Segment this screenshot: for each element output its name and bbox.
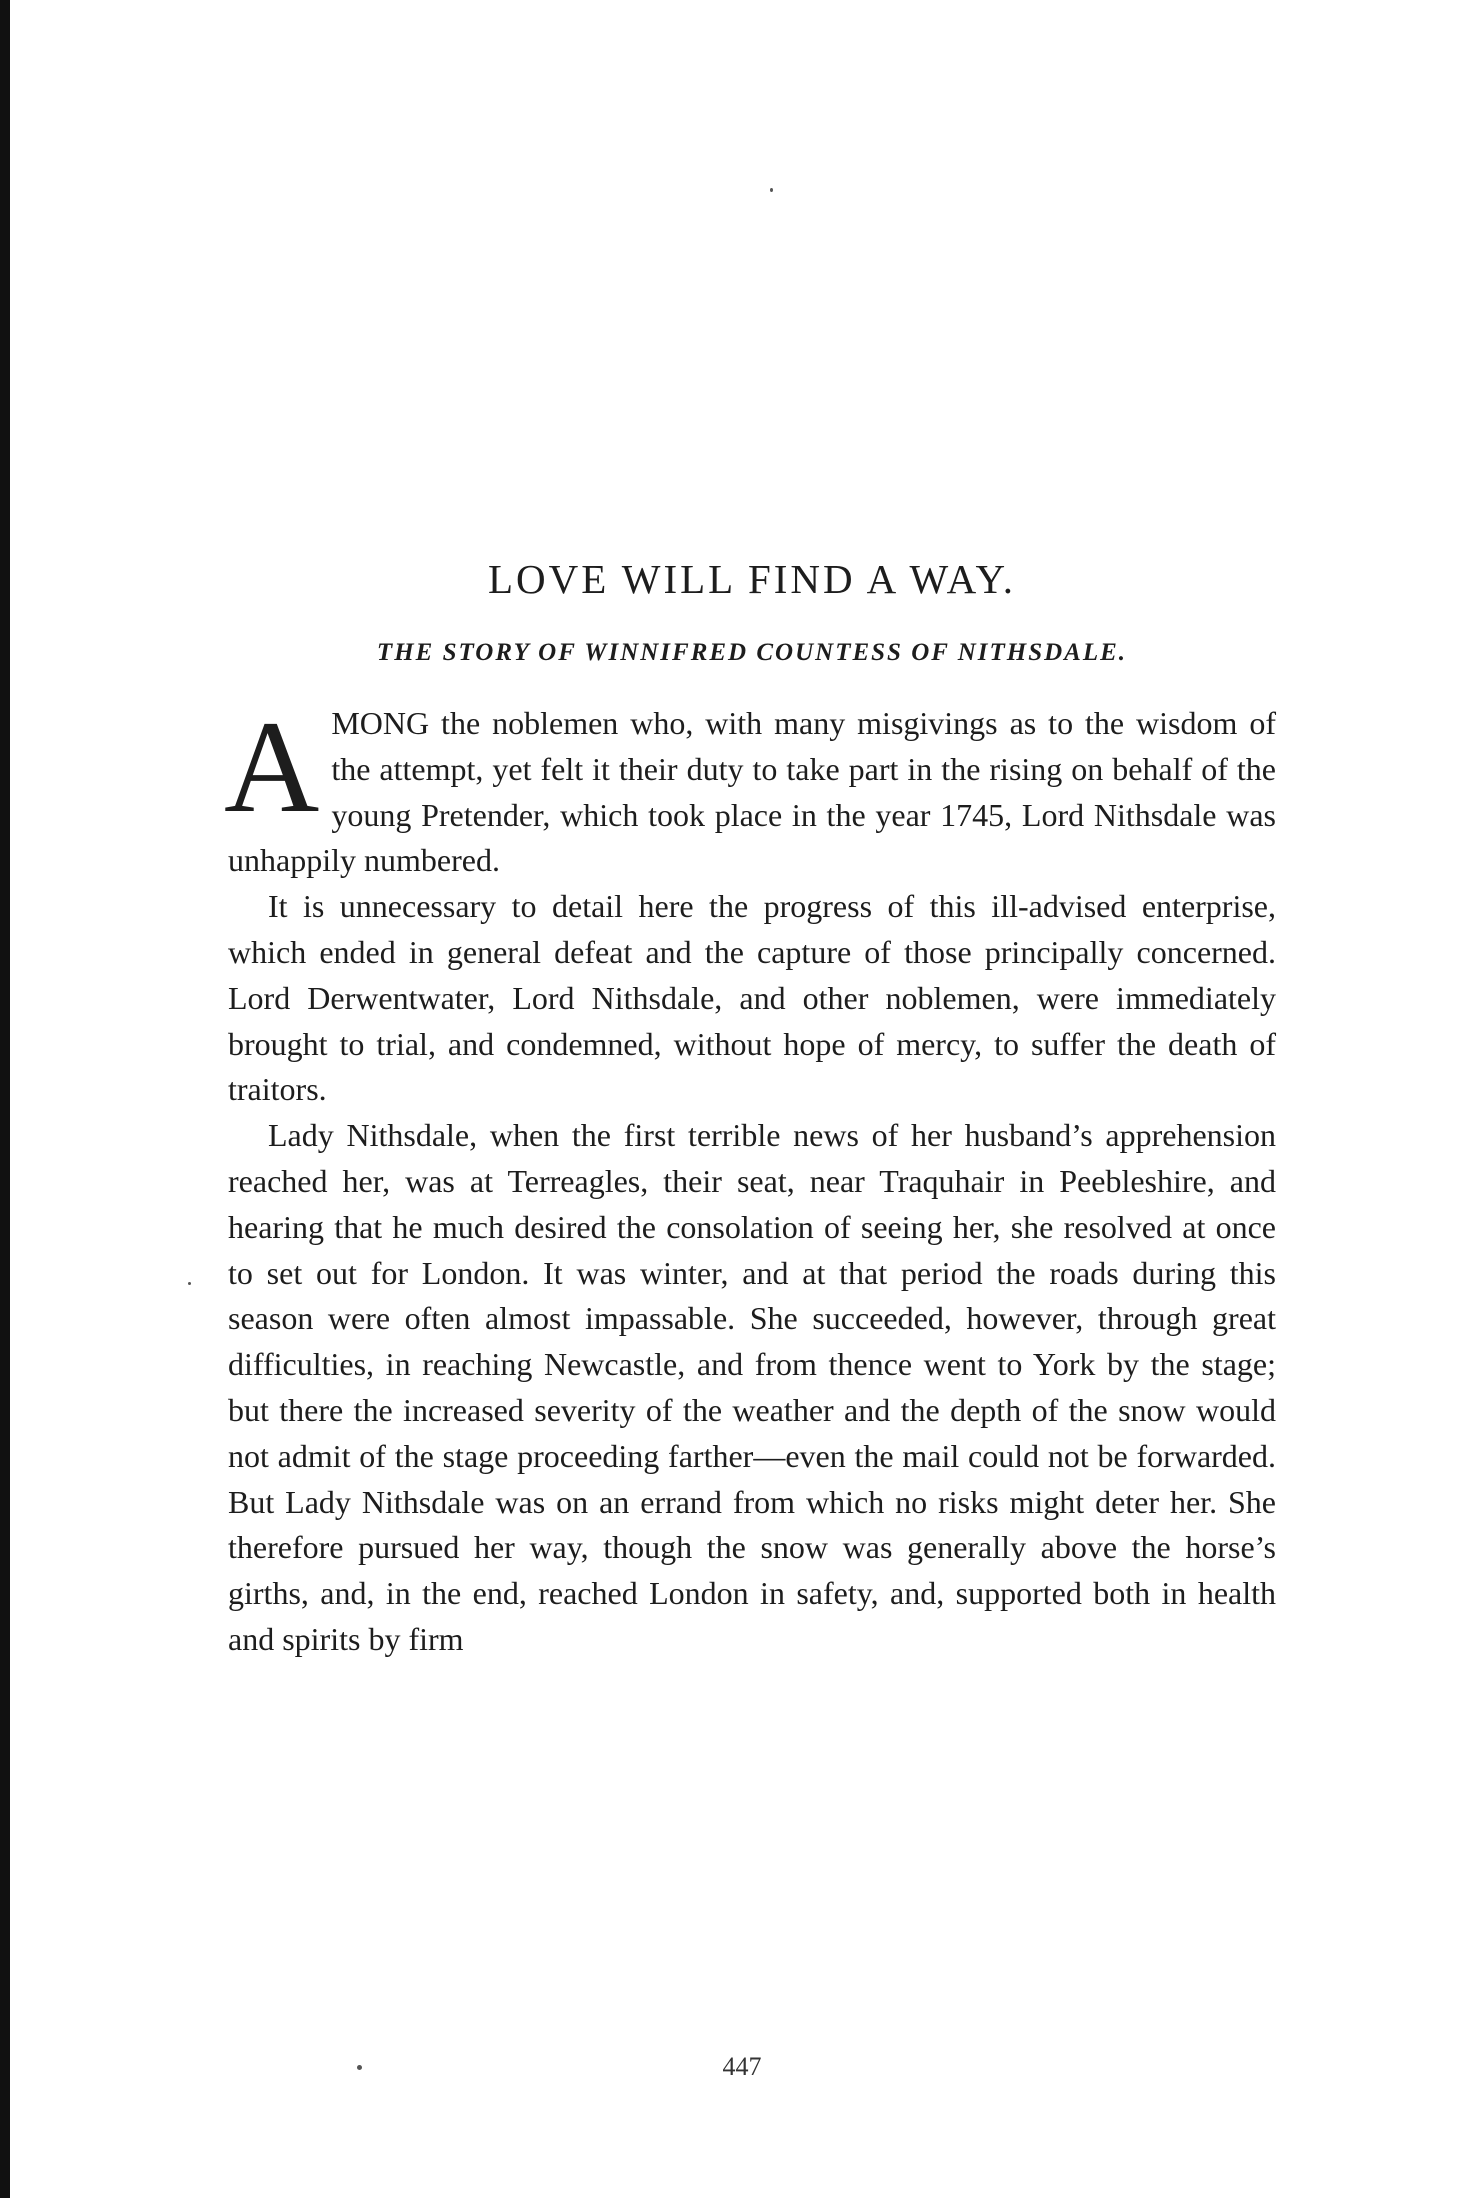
chapter-subtitle: THE STORY OF WINNIFRED COUNTESS OF NITHSDALE. — [376, 639, 1128, 666]
page-number: 447 — [722, 2052, 762, 2081]
chapter-title: LOVE WILL FIND A WAY. — [487, 556, 1017, 602]
page-speck — [770, 188, 773, 192]
book-spine-edge — [0, 0, 10, 2198]
page-content — [224, 555, 1276, 1663]
paragraph-2: It is unnecessary to detail here the progress of this ill-advised enterprise, which ended in general defeat and the capture of those principally concerned. Lord Derwentwater, Lord Nithsdale, and other noblemen, were immediately brought to trial, and condemned, without hope of mercy, to suffer the death of traitors. — [228, 888, 1276, 1108]
paragraph-1 — [224, 693, 1276, 884]
paragraph-1-text: MONG the noblemen who, with many misgivings as to the wisdom of the attempt, yet felt it their duty to take part in the rising on behalf of the young Pretender, which took place in the year 1745, Lord Nithsdale was unhappily numbered. — [228, 705, 1276, 879]
drop-cap: A — [224, 693, 320, 840]
page-speck — [188, 1282, 191, 1285]
paragraph-3: Lady Nithsdale, when the first terrible news of her husband’s apprehension reached her, was at Terreagles, their seat, near Traquhair in Peebleshire, and hearing that he much desired the consolation of seeing her, she resolved at once to set out for London. It was winter, and at that period the roads during this season were often almost impassable. She succeeded, however, through great difficulties, in reaching Newcastle, and from thence went to York by the stage; but there the increased severity of the weather and the depth of the snow would not admit of the stage proceeding farther—even the mail could not be forwarded. But Lady Nithsdale was on an errand from which no risks might deter her. She therefore pursued her way, though the snow was generally above the horse’s girths, and, in the end, reached London in safety, and, supported both in health and spirits by firm — [228, 1117, 1276, 1657]
